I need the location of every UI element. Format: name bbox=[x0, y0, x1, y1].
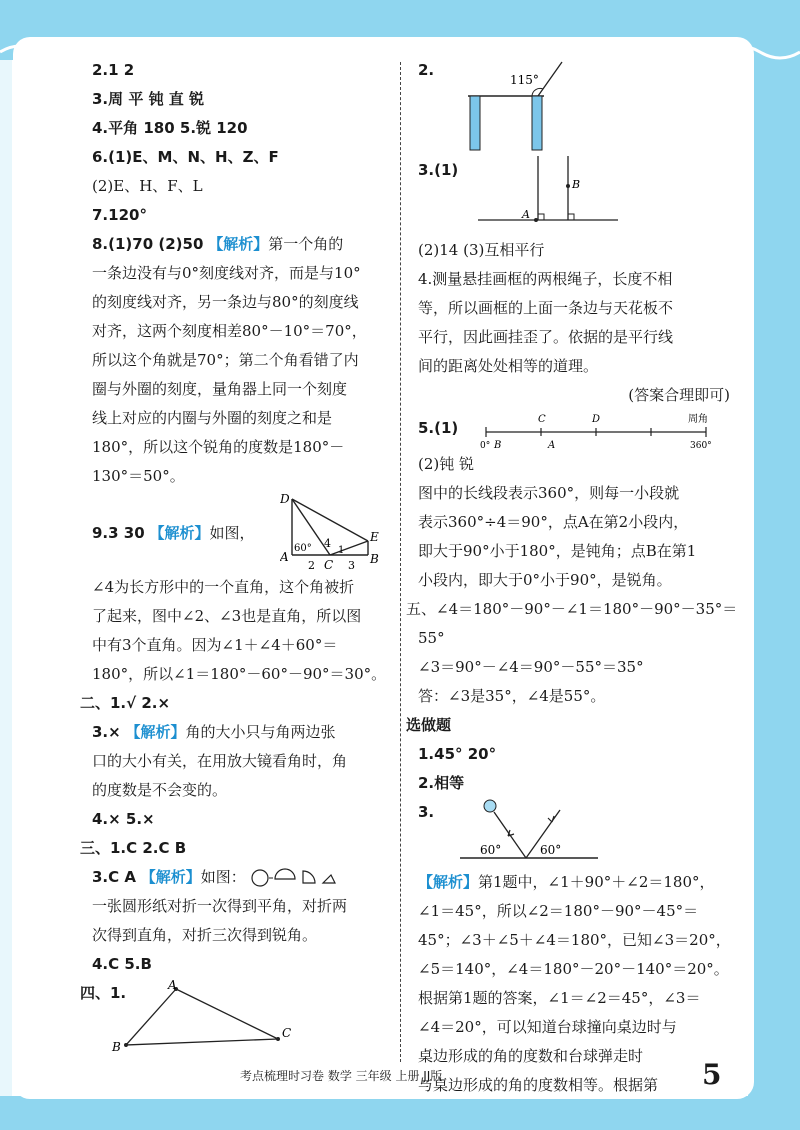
analysis-line: 圈与外圈的刻度，量角器上同一个刻度 bbox=[92, 380, 348, 398]
answer-line: ∠3＝90°－∠4＝90°－55°＝35° bbox=[418, 658, 644, 676]
analysis-line: 表示360°÷4＝90°，点A在第2小段内， bbox=[418, 513, 689, 531]
analysis-line: 一张圆形纸对折一次得到平角，对折两 bbox=[92, 897, 348, 915]
answer-line bbox=[92, 230, 388, 259]
analysis-line: 130°＝50°。 bbox=[92, 467, 185, 485]
answer-line: 3.周 平 钝 直 锐 bbox=[92, 90, 205, 108]
analysis-line: 一条边没有与0°刻度线对齐，而是与10° bbox=[92, 264, 361, 282]
page-border-bottom bbox=[0, 1096, 800, 1130]
left-column bbox=[80, 56, 388, 1059]
label-0: 0° bbox=[480, 441, 491, 450]
analysis-tag: 【解析】 bbox=[418, 873, 479, 891]
answer-line: 1.45° 20° bbox=[418, 745, 497, 763]
answer-line: 3.(1) bbox=[418, 161, 459, 179]
label-60: 60° bbox=[294, 543, 312, 554]
label-a: A bbox=[522, 208, 530, 221]
answer-line: (2)14 (3)互相平行 bbox=[418, 241, 545, 259]
analysis-line: 小段内，即大于0°小于90°，是锐角。 bbox=[418, 571, 672, 589]
analysis-line: ∠4＝20°，可以知道台球撞向桌边时与 bbox=[418, 1018, 677, 1036]
analysis-line: 次得到直角，对折三次得到锐角。 bbox=[92, 926, 318, 944]
label-c: C bbox=[324, 558, 334, 572]
analysis-tag: 【解析】 bbox=[140, 868, 201, 886]
answer-number: 8.(1)70 (2)50 bbox=[92, 235, 204, 253]
label-360: 360° bbox=[690, 441, 712, 450]
figure-3 bbox=[418, 156, 736, 236]
analysis-text: 如图， bbox=[209, 524, 255, 542]
answer-line: 6.(1)E、M、N、H、Z、F bbox=[92, 148, 279, 166]
analysis-line: 线上对应的内圈与外圈的刻度之和是 bbox=[92, 409, 333, 427]
label-b: B bbox=[572, 178, 581, 191]
page-border-right bbox=[748, 0, 800, 1130]
answer-line: 5.(1) bbox=[418, 419, 459, 437]
analysis-line: 对齐，这两个刻度相差80°－10°＝70°， bbox=[92, 322, 367, 340]
label-a: A bbox=[168, 979, 177, 992]
analysis-tag: 【解析】 bbox=[125, 723, 186, 741]
analysis-line: 45°；∠3＋∠5＋∠4＝180°，已知∠3＝20°， bbox=[418, 931, 731, 949]
billiard-reflection-diagram bbox=[456, 798, 606, 868]
answer-line: 2.1 2 bbox=[92, 61, 135, 79]
analysis-line: ∠5＝140°，∠4＝180°－20°－140°＝20°。 bbox=[418, 960, 729, 978]
figure-5 bbox=[418, 410, 736, 450]
label-d: D bbox=[592, 414, 601, 425]
label-1: 1 bbox=[338, 545, 345, 556]
analysis-line: 180°，所以这个锐角的度数是180°－ bbox=[92, 438, 345, 456]
answer-line: 4.平角 180 5.锐 120 bbox=[92, 119, 248, 137]
analysis-line: 的度数是不会变的。 bbox=[92, 781, 228, 799]
label-a: A bbox=[280, 550, 289, 564]
figure-2 bbox=[418, 56, 736, 156]
label-c: C bbox=[538, 414, 546, 425]
page-footer: 考点梳理时习卷 数学 三年级 上册 JJ版 bbox=[240, 1069, 443, 1083]
folded-rectangle-diagram bbox=[280, 491, 390, 573]
answer-line bbox=[92, 519, 254, 548]
analysis-line: 即大于90°小于180°，是钝角；点B在第1 bbox=[418, 542, 697, 560]
table-angle-diagram bbox=[458, 56, 618, 156]
analysis-line: 口的大小有关，在用放大镜看角时，角 bbox=[92, 752, 348, 770]
label-d: D bbox=[280, 492, 290, 506]
perpendicular-diagram bbox=[478, 156, 628, 236]
analysis-tag: 【解析】 bbox=[149, 524, 210, 542]
analysis-text: 如图： bbox=[200, 868, 246, 886]
answer-line: (2)E、H、F、L bbox=[92, 177, 203, 195]
analysis-line: 所以这个角就是70°；第二个角看错了内 bbox=[92, 351, 359, 369]
analysis-line: ∠4为长方形中的一个直角，这个角被折 bbox=[92, 578, 355, 596]
number-line-diagram bbox=[476, 410, 726, 450]
answer-line: 平行，因此画挂歪了。依据的是平行线 bbox=[418, 328, 674, 346]
analysis-text: 第1题中，∠1＋90°＋∠2＝180°， bbox=[478, 873, 715, 891]
answer-line: 2. bbox=[418, 61, 435, 79]
analysis-line: 与桌边形成的角的度数相等。根据第 bbox=[418, 1076, 659, 1094]
page-border-left bbox=[0, 0, 12, 1130]
answer-line: (2)钝 锐 bbox=[418, 455, 475, 473]
analysis-line: 图中的长线段表示360°，则每一小段就 bbox=[418, 484, 680, 502]
right-column bbox=[406, 56, 738, 1100]
analysis-line: 根据第1题的答案，∠1＝∠2＝45°，∠3＝ bbox=[418, 989, 701, 1007]
analysis-line bbox=[418, 868, 736, 897]
analysis-line: 的刻度线对齐，另一条边与80°的刻度线 bbox=[92, 293, 359, 311]
analysis-line: 了起来，图中∠2、∠3也是直角，所以图 bbox=[92, 607, 362, 625]
angle-label: 115° bbox=[510, 73, 539, 87]
answer-line bbox=[92, 863, 388, 892]
label-e: E bbox=[370, 530, 379, 544]
analysis-line: ∠1＝45°，所以∠2＝180°－90°－45°＝ bbox=[418, 902, 699, 920]
figure-select-3 bbox=[418, 798, 736, 868]
section-line: 二、1.√ 2.× bbox=[80, 694, 171, 712]
analysis-text: 角的大小只与角两边张 bbox=[185, 723, 336, 741]
label-b: B bbox=[370, 552, 379, 566]
paper-folding-diagram bbox=[251, 867, 351, 889]
answer-line: 4.× 5.× bbox=[92, 810, 155, 828]
label-b: B bbox=[494, 440, 502, 450]
answer-number: 3.C A bbox=[92, 868, 136, 886]
analysis-line: 桌边形成的角的度数和台球弹走时 bbox=[418, 1047, 644, 1065]
analysis-line: 180°，所以∠1＝180°－60°－90°＝30°。 bbox=[92, 665, 387, 683]
answer-line: 7.120° bbox=[92, 206, 147, 224]
page-number: 5 bbox=[702, 1058, 722, 1091]
label-4: 4 bbox=[324, 537, 331, 550]
answer-line: 2.相等 bbox=[418, 774, 465, 792]
section-line: 四、1. bbox=[80, 984, 127, 1002]
label-b: B bbox=[112, 1040, 121, 1054]
answer-number: 3.× bbox=[92, 723, 121, 741]
triangle-diagram bbox=[106, 979, 306, 1059]
analysis-text: 第一个角的 bbox=[268, 235, 344, 253]
label-c: C bbox=[282, 1026, 292, 1040]
answer-note: (答案合理即可) bbox=[628, 386, 730, 404]
answer-line: 4.C 5.B bbox=[92, 955, 152, 973]
answer-line: 答：∠3是35°，∠4是55°。 bbox=[418, 687, 606, 705]
section-line: 三、1.C 2.C B bbox=[80, 839, 187, 857]
analysis-line: 中有3个直角。因为∠1＋∠4＋60°＝ bbox=[92, 636, 338, 654]
figure-4-1 bbox=[80, 979, 388, 1059]
figure-9 bbox=[92, 491, 388, 573]
column-divider bbox=[400, 62, 401, 1062]
angle-left: 60° bbox=[480, 843, 502, 857]
label-zhoujiao: 周角 bbox=[688, 414, 708, 425]
answer-line: 4.测量悬挂画框的两根绳子，长度不相 bbox=[418, 270, 673, 288]
answer-line: 3. bbox=[418, 803, 435, 821]
angle-right: 60° bbox=[540, 843, 562, 857]
answer-line: 等，所以画框的上面一条边与天花板不 bbox=[418, 299, 674, 317]
answer-line bbox=[92, 718, 388, 747]
section-line: 五、∠4＝180°－90°－∠1＝180°－90°－35°＝ bbox=[406, 600, 738, 618]
label-2: 2 bbox=[308, 559, 315, 572]
section-heading: 选做题 bbox=[406, 716, 452, 734]
label-3: 3 bbox=[348, 559, 355, 572]
answer-number: 9.3 30 bbox=[92, 524, 145, 542]
answer-line: 55° bbox=[418, 629, 445, 647]
label-a: A bbox=[548, 440, 556, 450]
answer-line: 间的距离处处相等的道理。 bbox=[418, 357, 599, 375]
analysis-tag: 【解析】 bbox=[208, 235, 269, 253]
